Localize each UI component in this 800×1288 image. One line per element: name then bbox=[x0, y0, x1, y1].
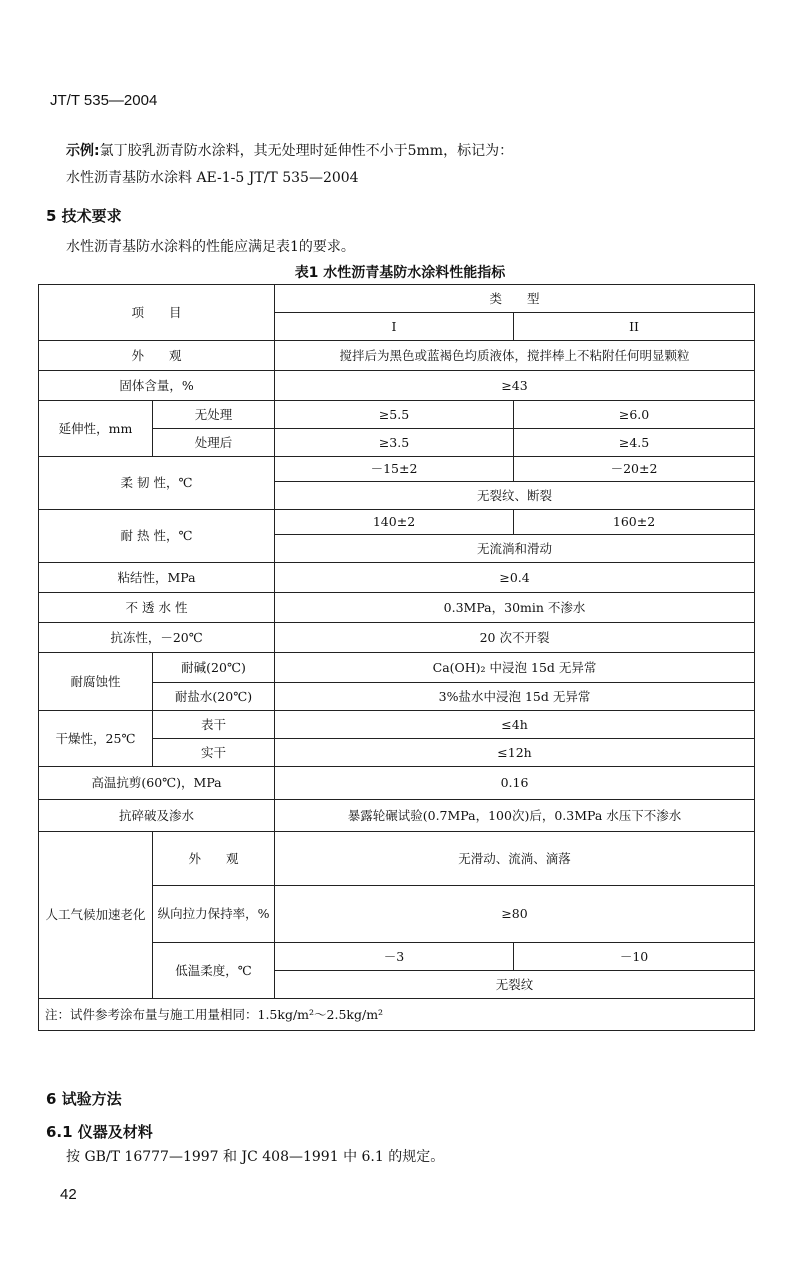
hard-dry-value: ≤12h bbox=[275, 739, 755, 767]
table-row bbox=[39, 285, 755, 313]
low-temp-flex-II: －10 bbox=[514, 943, 755, 971]
elongation-label: 延伸性，mm bbox=[39, 401, 153, 457]
example-label: 示例: bbox=[66, 143, 100, 159]
low-temp-flex-I: －3 bbox=[275, 943, 514, 971]
standard-code-header: JT/T 535—2004 bbox=[50, 92, 158, 109]
section-6-heading: 6 试验方法 bbox=[46, 1090, 122, 1108]
heat-resistance-I: 140±2 bbox=[275, 510, 514, 535]
impermeability-label: 不 透 水 性 bbox=[39, 593, 275, 623]
solids-label: 固体含量，% bbox=[39, 371, 275, 401]
elongation-treated-II: ≥4.5 bbox=[514, 429, 755, 457]
table-caption: 表1 水性沥青基防水涂料性能指标 bbox=[294, 265, 506, 281]
surface-dry-value: ≤4h bbox=[275, 711, 755, 739]
elongation-untreated-label: 无处理 bbox=[153, 401, 275, 429]
elongation-untreated-II: ≥6.0 bbox=[514, 401, 755, 429]
shear-label: 高温抗剪(60℃)，MPa bbox=[39, 767, 275, 800]
salt-label: 耐盐水(20℃) bbox=[153, 683, 275, 711]
table-row bbox=[39, 457, 755, 482]
surface-dry-label: 表干 bbox=[153, 711, 275, 739]
flexibility-II: －20±2 bbox=[514, 457, 755, 482]
flexibility-I: －15±2 bbox=[275, 457, 514, 482]
heat-resistance-result: 无流淌和滑动 bbox=[275, 535, 755, 563]
table-row bbox=[39, 371, 755, 401]
section-5-paragraph: 水性沥青基防水涂料的性能应满足表1的要求。 bbox=[66, 239, 355, 255]
table-row bbox=[39, 800, 755, 832]
type-I-header: I bbox=[275, 313, 514, 341]
impermeability-value: 0.3MPa，30min 不渗水 bbox=[275, 593, 755, 623]
aging-appearance-label: 外 观 bbox=[153, 832, 275, 886]
heat-resistance-label: 耐 热 性，℃ bbox=[39, 510, 275, 563]
table-row bbox=[39, 653, 755, 683]
drying-label: 干燥性，25℃ bbox=[39, 711, 153, 767]
freeze-label: 抗冻性，－20℃ bbox=[39, 623, 275, 653]
crush-value: 暴露轮碾试验(0.7MPa，100次)后，0.3MPa 水压下不渗水 bbox=[275, 800, 755, 832]
alkali-label: 耐碱(20℃) bbox=[153, 653, 275, 683]
heat-resistance-II: 160±2 bbox=[514, 510, 755, 535]
table-row bbox=[39, 401, 755, 429]
solids-value: ≥43 bbox=[275, 371, 755, 401]
table-row bbox=[39, 341, 755, 371]
aging-label: 人工气候加速老化 bbox=[39, 832, 153, 999]
section-6-1-heading: 6.1 仪器及材料 bbox=[46, 1123, 153, 1141]
table-row bbox=[39, 999, 755, 1031]
table-row bbox=[39, 711, 755, 739]
appearance-label: 外 观 bbox=[39, 341, 275, 371]
hard-dry-label: 实干 bbox=[153, 739, 275, 767]
tensile-retention-value: ≥80 bbox=[275, 886, 755, 943]
table-row bbox=[39, 623, 755, 653]
flexibility-result: 无裂纹、断裂 bbox=[275, 482, 755, 510]
corrosion-label: 耐腐蚀性 bbox=[39, 653, 153, 711]
adhesion-value: ≥0.4 bbox=[275, 563, 755, 593]
example-text: 氯丁胶乳沥青防水涂料，其无处理时延伸性不小于5mm，标记为： bbox=[99, 143, 514, 159]
salt-value: 3%盐水中浸泡 15d 无异常 bbox=[275, 683, 755, 711]
elongation-untreated-I: ≥5.5 bbox=[275, 401, 514, 429]
performance-table bbox=[38, 284, 755, 1031]
section-5-heading: 5 技术要求 bbox=[46, 207, 122, 225]
elongation-treated-label: 处理后 bbox=[153, 429, 275, 457]
freeze-value: 20 次不开裂 bbox=[275, 623, 755, 653]
item-header: 项 目 bbox=[39, 285, 275, 341]
example-line bbox=[66, 140, 513, 160]
low-temp-flex-label: 低温柔度，℃ bbox=[153, 943, 275, 999]
tensile-retention-label: 纵向拉力保持率，% bbox=[153, 886, 275, 943]
flexibility-label: 柔 韧 性，℃ bbox=[39, 457, 275, 510]
alkali-value: Ca(OH)₂ 中浸泡 15d 无异常 bbox=[275, 653, 755, 683]
adhesion-label: 粘结性，MPa bbox=[39, 563, 275, 593]
elongation-treated-I: ≥3.5 bbox=[275, 429, 514, 457]
low-temp-flex-result: 无裂纹 bbox=[275, 971, 755, 999]
example-mark: 水性沥青基防水涂料 AE-1-5 JT/T 535—2004 bbox=[66, 170, 359, 186]
type-header: 类 型 bbox=[275, 285, 755, 313]
table-note: 注：试件参考涂布量与施工用量相同：1.5kg/m²～2.5kg/m² bbox=[39, 999, 755, 1031]
table-row bbox=[39, 767, 755, 800]
table-row bbox=[39, 510, 755, 535]
shear-value: 0.16 bbox=[275, 767, 755, 800]
aging-appearance-value: 无滑动、流淌、滴落 bbox=[275, 832, 755, 886]
table-row bbox=[39, 563, 755, 593]
crush-label: 抗碎破及渗水 bbox=[39, 800, 275, 832]
page-number: 42 bbox=[60, 1186, 77, 1203]
table-row bbox=[39, 832, 755, 886]
appearance-value: 搅拌后为黑色或蓝褐色均质液体，搅拌棒上不粘附任何明显颗粒 bbox=[275, 341, 755, 371]
table-row bbox=[39, 593, 755, 623]
section-6-1-paragraph: 按 GB/T 16777—1997 和 JC 408—1991 中 6.1 的规定。 bbox=[66, 1149, 445, 1165]
type-II-header: II bbox=[514, 313, 755, 341]
